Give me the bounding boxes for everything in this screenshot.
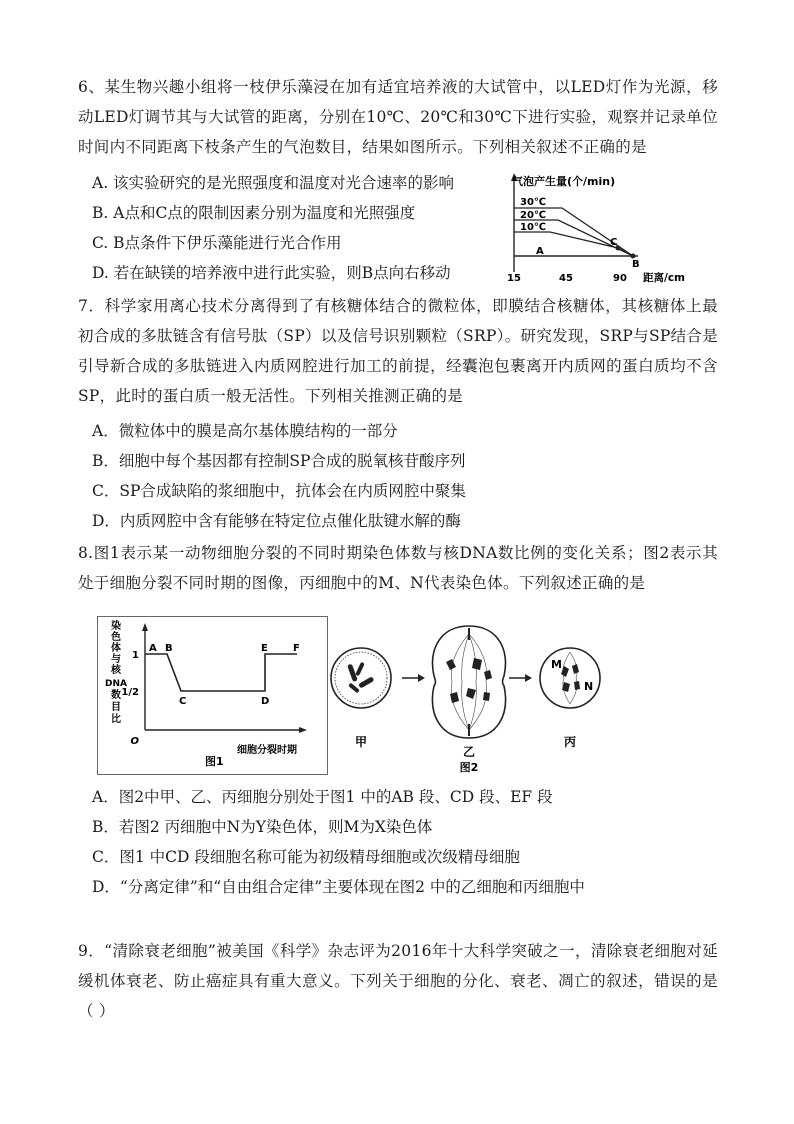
cell-label-bing: 丙: [563, 735, 577, 749]
cell-jia: [331, 648, 391, 708]
cell-yi: [432, 626, 505, 738]
fig1-ylabel-char-1: 染: [111, 621, 121, 632]
fig1-point-d: D: [261, 696, 270, 707]
fig1-y-half: 1/2: [121, 687, 139, 698]
q6-point-b-dot: [631, 254, 636, 259]
arrow-1: [402, 674, 425, 682]
q6-point-c: C: [610, 237, 618, 248]
q8-figure-1: [97, 616, 329, 776]
q6-tick-15: 15: [507, 273, 521, 284]
q6-series-label-30: 30℃: [520, 197, 547, 208]
q6-series-label-20: 20℃: [520, 210, 547, 221]
q6-chart-ylabel: 气泡产生量(个/min): [512, 175, 616, 188]
fig1-ylabel-char-7: 数: [111, 690, 121, 701]
q7-option-c: C．SP合成缺陷的浆细胞中，抗体会在内质网腔中聚集: [92, 482, 466, 500]
q6-option-a: A. 该实验研究的是光照强度和温度对光合速率的影响: [92, 174, 455, 192]
fig1-ylabel-char-5: 核: [111, 665, 121, 676]
fig2-caption: 图2: [459, 761, 479, 774]
q8-option-b: B．若图2 丙细胞中N为Y染色体，则M为X染色体: [92, 818, 433, 836]
q6-chart-xlabel: 距离/cm: [643, 272, 685, 284]
q6-option-b: B. A点和C点的限制因素分别为温度和光照强度: [92, 204, 416, 222]
fig1-ylabel-char-2: 色: [111, 632, 121, 643]
fig1-point-c: C: [179, 696, 187, 707]
fig1-point-a: A: [149, 643, 157, 654]
q6-tick-45: 45: [559, 273, 573, 284]
fig1-point-b: B: [165, 643, 173, 654]
q6-chart: [500, 168, 720, 290]
fig1-ylabel-char-6: DNA: [105, 679, 127, 689]
arrow-2: [509, 674, 532, 682]
q7-option-b: B．细胞中每个基因都有控制SP合成的脱氧核苷酸序列: [92, 452, 466, 470]
cell-bing: [540, 648, 600, 708]
q8-option-c: C．图1 中CD 段细胞名称可能为初级精母细胞或次级精母细胞: [92, 848, 520, 866]
cell-label-jia: 甲: [354, 735, 368, 749]
q7-option-d: D．内质网腔中含有能够在特定位点催化肽键水解的酶: [92, 512, 461, 530]
fig1-y-1: 1: [132, 650, 139, 661]
fig1-ylabel-char-8: 目: [111, 702, 121, 713]
fig1-ylabel-char-9: 比: [111, 714, 121, 725]
q6-stem: 6、某生物兴趣小组将一枝伊乐藻浸在加有适宜培养液的大试管中，以LED灯作为光源，移动LED灯调节其与大试管的距离，分别在10℃、20℃和30℃下进行实验，观察并记录单位时间内不同距离下枝条产生的气泡数目，结果如图所示。下列相关叙述不正确的是: [78, 78, 718, 156]
fig1-point-f: F: [293, 643, 300, 654]
chromosome-label-n: N: [584, 680, 594, 693]
q7-stem: 7．科学家用离心技术分离得到了有核糖体结合的微粒体，即膜结合核糖体，其核糖体上最初合成的多肽链含有信号肽（SP）以及信号识别颗粒（SRP）。研究发现，SRP与SP结合是引导新合成的多肽链进入内质网腔进行加工的前提，经囊泡包裹离开内质网的蛋白质均不含SP，此时的蛋白质一般无活性。下列相关推测正确的是: [78, 297, 718, 405]
fig1-point-e: E: [261, 643, 268, 654]
q6-tick-90: 90: [613, 273, 627, 284]
q8-option-d: D．“分离定律”和“自由组合定律”主要体现在图2 中的乙细胞和丙细胞中: [92, 878, 585, 896]
chromosome-label-m: M: [551, 658, 562, 671]
q6-point-b: B: [632, 259, 640, 270]
q6-option-d: D. 若在缺镁的培养液中进行此实验，则B点向右移动: [92, 264, 451, 282]
q6-option-c: C. B点条件下伊乐藻能进行光合作用: [92, 234, 342, 252]
q8-option-a: A．图2中甲、乙、丙细胞分别处于图1 中的AB 段、CD 段、EF 段: [92, 788, 553, 806]
q8-figure-2: [328, 618, 610, 778]
fig1-origin: O: [130, 736, 139, 747]
q9-stem: 9．“清除衰老细胞”被美国《科学》杂志评为2016年十大科学突破之一，清除衰老细胞对延缓机体衰老、防止癌症具有重大意义。下列关于细胞的分化、衰老、凋亡的叙述，错误的是（ ）: [78, 942, 718, 1020]
q7-option-a: A．微粒体中的膜是高尔基体膜结构的一部分: [92, 422, 398, 440]
q8-stem: 8.图1表示某一动物细胞分裂的不同时期染色体数与核DNA数比例的变化关系；图2表示其处于细胞分裂不同时期的图像，丙细胞中的M、N代表染色体。下列叙述正确的是: [78, 544, 718, 592]
fig1-caption: 图1: [205, 755, 224, 768]
q6-point-a: A: [536, 246, 544, 257]
fig1-ylabel-char-3: 体: [111, 643, 121, 654]
fig1-xlabel: 细胞分裂时期: [237, 745, 297, 756]
q6-series-label-10: 10℃: [520, 222, 547, 233]
fig1-ylabel-char-4: 与: [111, 654, 121, 665]
cell-label-yi: 乙: [462, 745, 476, 759]
